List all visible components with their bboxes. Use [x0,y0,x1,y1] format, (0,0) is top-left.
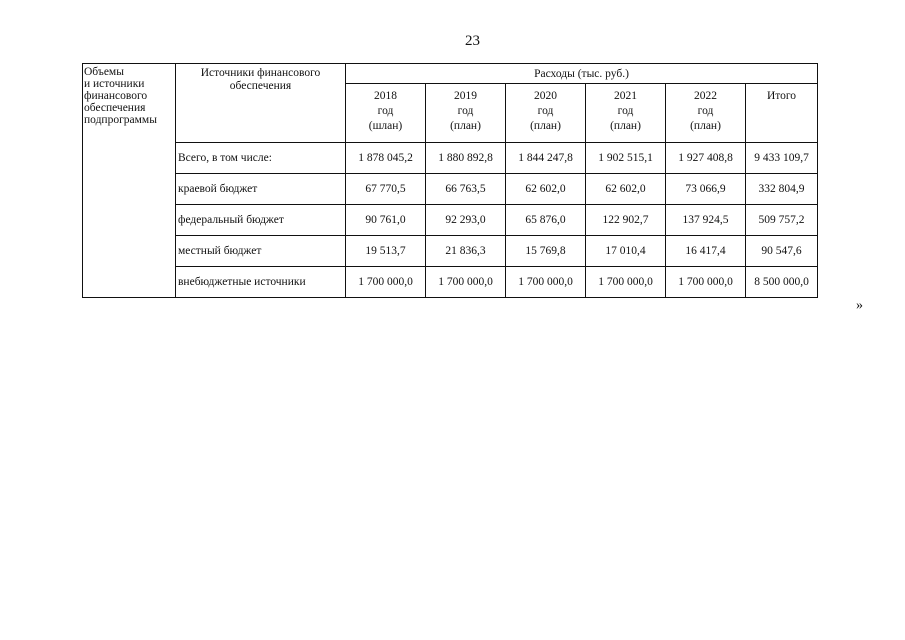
left-header-line: подпрограммы [84,114,157,126]
page-number: 23 [465,33,480,49]
table-cell: 65 876,0 [506,205,586,236]
table-row [83,143,818,174]
table-cell: 1 844 247,8 [506,143,586,174]
source-column-header [176,64,346,143]
source-header-line: Источники финансового [200,67,321,79]
left-header-line: и источники [84,78,145,90]
subprogram-funding-label [83,64,176,298]
table-row [83,267,818,298]
source-header-line: обеспечения [229,80,292,92]
table-cell: 19 513,7 [346,236,426,267]
year-header-2019: 2019 год (план) [426,84,506,143]
row-label: внебюджетные источники [176,267,346,298]
table-cell: 1 927 408,8 [666,143,746,174]
table-cell: 15 769,8 [506,236,586,267]
table-cell-total: 9 433 109,7 [746,143,818,174]
year-header-2018: 2018 год (шлан) [346,84,426,143]
table-cell: 1 878 045,2 [346,143,426,174]
table-cell: 1 700 000,0 [666,267,746,298]
table-cell: 16 417,4 [666,236,746,267]
table-cell: 1 700 000,0 [506,267,586,298]
total-header: Итого [746,84,818,143]
table-cell: 1 902 515,1 [586,143,666,174]
table-cell: 17 010,4 [586,236,666,267]
row-label: местный бюджет [176,236,346,267]
table-cell: 67 770,5 [346,174,426,205]
row-label: краевой бюджет [176,174,346,205]
financing-table [82,63,818,298]
table-cell-total: 332 804,9 [746,174,818,205]
table-cell: 1 880 892,8 [426,143,506,174]
left-header-line: обеспечения [84,102,146,114]
closing-quote-mark: » [856,298,863,313]
table-row [83,205,818,236]
table-cell: 62 602,0 [586,174,666,205]
row-label: Всего, в том числе: [176,143,346,174]
year-header-2022: 2022 год (план) [666,84,746,143]
table-row [83,174,818,205]
row-label: федеральный бюджет [176,205,346,236]
table-cell: 62 602,0 [506,174,586,205]
table-cell-total: 8 500 000,0 [746,267,818,298]
table-cell: 66 763,5 [426,174,506,205]
table-cell: 1 700 000,0 [426,267,506,298]
table-cell: 73 066,9 [666,174,746,205]
left-header-line: финансового [84,90,148,102]
table-cell: 1 700 000,0 [346,267,426,298]
table-cell: 21 836,3 [426,236,506,267]
table-cell-total: 509 757,2 [746,205,818,236]
table-cell: 1 700 000,0 [586,267,666,298]
year-header-2021: 2021 год (план) [586,84,666,143]
table-row [83,236,818,267]
table-cell-total: 90 547,6 [746,236,818,267]
table-header-row [83,64,818,84]
table-cell: 90 761,0 [346,205,426,236]
left-header-line: Объемы [84,66,124,78]
table-cell: 122 902,7 [586,205,666,236]
table-cell: 92 293,0 [426,205,506,236]
table-cell: 137 924,5 [666,205,746,236]
year-header-2020: 2020 год (план) [506,84,586,143]
expenses-header: Расходы (тыс. руб.) [346,64,818,84]
